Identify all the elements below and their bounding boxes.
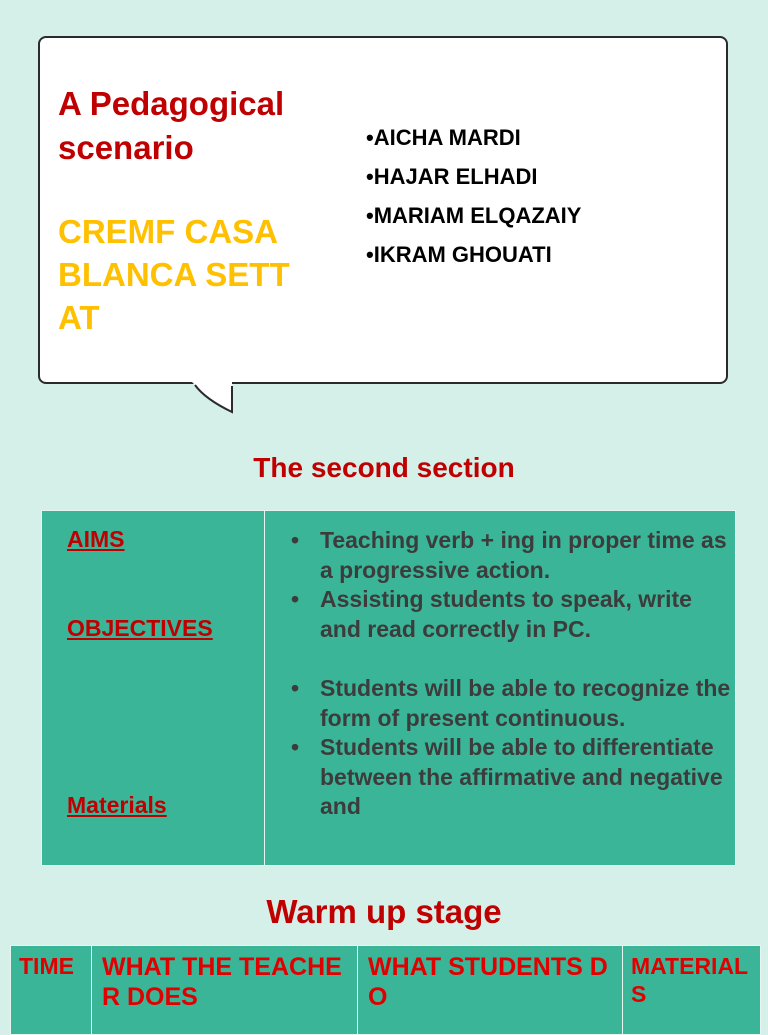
- table-header-row: [11, 946, 761, 1035]
- objectives-label: OBJECTIVES: [67, 615, 213, 641]
- author-item: • MARIAM ELQAZAIY: [366, 200, 581, 239]
- second-section-title: The second section: [253, 452, 515, 483]
- speech-bubble-tail: [190, 378, 250, 418]
- column-header-teacher: WHAT THE TEACHER DOES: [92, 946, 358, 1035]
- materials-label: Materials: [67, 792, 167, 818]
- column-header-materials: MATERIALS: [623, 946, 761, 1035]
- warm-up-title: Warm up stage: [266, 893, 502, 930]
- aim-item: • Assisting students to speak, write and read correctly in PC.: [291, 585, 731, 644]
- aims-objectives-table: [41, 510, 736, 866]
- presentation-title: A Pedagogical scenario: [58, 85, 285, 166]
- author-item: • IKRAM GHOUATI: [366, 239, 581, 278]
- institution-name: CREMF CASABLANCA SETTAT: [58, 213, 290, 336]
- column-header-students: WHAT STUDENTS DO: [358, 946, 623, 1035]
- column-divider: [264, 510, 265, 866]
- author-item: • HAJAR ELHADI: [366, 161, 581, 200]
- author-item: • AICHA MARDI: [366, 122, 581, 161]
- aims-label: AIMS: [67, 526, 125, 552]
- aims-objectives-list: [291, 526, 731, 822]
- column-header-time: TIME: [11, 946, 92, 1035]
- authors-list: [366, 122, 581, 278]
- objective-item: • Students will be able to recognize the form of present continuous.: [291, 674, 731, 733]
- aim-item: • Teaching verb + ing in proper time as a progressive action.: [291, 526, 731, 585]
- warm-up-table: [10, 945, 761, 1035]
- objective-item: • Students will be able to differentiate between the affirmative and negative and: [291, 733, 731, 822]
